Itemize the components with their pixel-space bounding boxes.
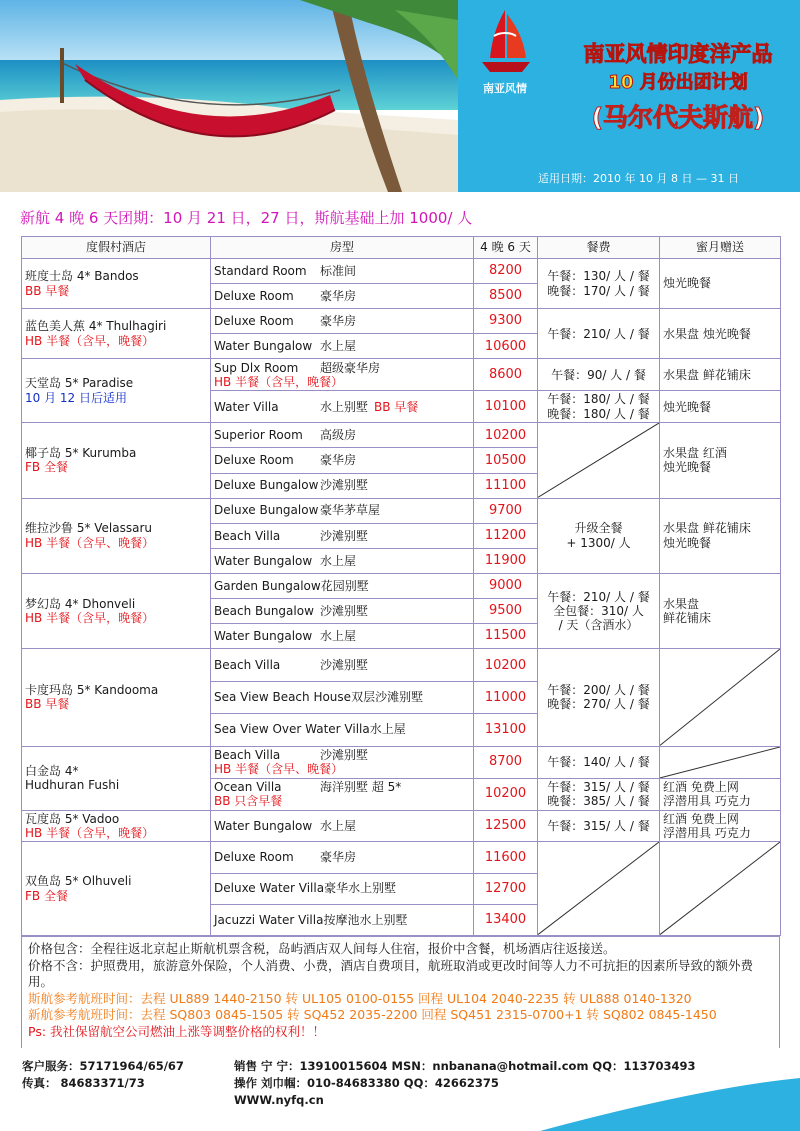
- room-type-cell: [211, 573, 474, 598]
- gift-cell-line: 烛光晚餐: [663, 276, 712, 291]
- singapore-flights: 新航参考航班时间：去程 SQ803 0845-1505 转 SQ452 2035-2200 回程 SQ451 2315-0700+1 转 SQ802 0845-1450: [28, 1007, 717, 1022]
- room-type-cell: [211, 649, 474, 682]
- room-type-cell: [211, 391, 474, 423]
- room-type-en: Water Bungalow: [214, 553, 313, 568]
- gift-cell-line: 浮潜用具 巧克力: [663, 794, 751, 809]
- meal-plan: FB 全餐: [25, 460, 68, 475]
- gift-cell: [660, 423, 781, 498]
- room-type-cn: 豪华房: [320, 850, 357, 865]
- price-cell: 10500: [474, 448, 538, 473]
- resort-cell: [22, 423, 211, 498]
- destination-title: (马尔代夫斯航): [591, 103, 765, 132]
- customer-service: 客户服务：57171964/65/67: [22, 1059, 184, 1073]
- meal-cell: [538, 842, 660, 936]
- gift-cell-line: 水果盘 红酒: [663, 446, 727, 461]
- room-type-en: Beach Villa: [214, 528, 281, 543]
- room-type-cn: 豪华水上别墅: [324, 881, 397, 896]
- price-cell: 8600: [474, 359, 538, 391]
- room-type-cell: [211, 746, 474, 778]
- resort-cell: [22, 259, 211, 309]
- room-type-en: Deluxe Room: [214, 850, 294, 865]
- meal-cell-line: 升级全餐: [574, 521, 623, 536]
- meal-plan: HB 半餐（含早，晚餐）: [25, 611, 155, 626]
- room-type-cn: 沙滩别墅: [320, 528, 369, 543]
- beach-hammock-photo: [0, 0, 458, 192]
- price-cell: 12500: [474, 810, 538, 842]
- meal-plan: BB 早餐: [25, 697, 70, 712]
- resort-name: 维拉沙鲁 5* Velassaru: [25, 521, 153, 536]
- room-type-en: Water Bungalow: [214, 339, 313, 354]
- meal-cell-line: 午餐：180/ 人 / 餐: [547, 392, 650, 407]
- gift-cell-line: 水果盘 鲜花铺床: [663, 521, 751, 536]
- sales-contact: 销售 宁 宁：13910015604 MSN：nnbanana@hotmail.com QQ：113703493: [234, 1059, 696, 1073]
- room-type-cell: [211, 873, 474, 904]
- contact-info: [22, 1058, 782, 1109]
- gift-cell-line: 红酒 免费上网: [663, 779, 739, 794]
- notes-section: [21, 936, 780, 1052]
- header-meal: 餐费: [538, 237, 660, 259]
- price-cell: 9300: [474, 309, 538, 334]
- room-type-cell: [211, 904, 474, 935]
- resort-cell: [22, 359, 211, 423]
- resort-name: 班度士岛 4* Bandos: [25, 269, 139, 284]
- fax: 传真： 84683371/73: [22, 1076, 145, 1090]
- room-type-en: Deluxe Bungalow: [214, 478, 319, 493]
- room-type-cell: [211, 523, 474, 548]
- meal-cell-line: 全包餐：310/ 人: [553, 603, 644, 618]
- room-type-cell: [211, 682, 474, 713]
- price-cell: 8700: [474, 746, 538, 778]
- room-type-cn: 高级房: [320, 428, 357, 443]
- table-header-row: [22, 237, 781, 259]
- sailboat-logo-icon: [474, 6, 536, 82]
- resort-name: 梦幻岛 4* Dhonveli: [25, 596, 136, 611]
- price-excluded: 价格不含：护照费用，旅游意外保险，个人消费、小费，酒店自费项目，航班取消或更改时间等人力不可抗拒的因素所导致的额外费用。: [28, 957, 754, 989]
- price-included: 价格包含：全程往返北京起止斯航机票含税，岛屿酒店双人间每人住宿，报价中含餐，机场酒店往返接送。: [28, 941, 616, 956]
- resort-cell: [22, 810, 211, 842]
- resort-cell: [22, 309, 211, 359]
- gift-cell: [660, 498, 781, 573]
- room-type-cell: [211, 423, 474, 448]
- room-type-cell: [211, 473, 474, 498]
- price-cell: 10200: [474, 423, 538, 448]
- gift-cell-line: 鲜花铺床: [663, 611, 712, 626]
- room-type-cn: 豪华房: [320, 453, 357, 468]
- room-type-en: Sea View Over Water Villa: [214, 722, 370, 737]
- resort-cell: [22, 498, 211, 573]
- price-cell: 11500: [474, 624, 538, 649]
- meal-cell-line: 晚餐：170/ 人 / 餐: [547, 283, 650, 298]
- resort-name: 天堂岛 5* Paradise: [25, 376, 134, 391]
- price-cell: 9700: [474, 498, 538, 523]
- room-type-cell: [211, 359, 474, 391]
- diagonal-slash: [660, 747, 780, 778]
- meal-cell-line: 午餐：140/ 人 / 餐: [547, 754, 650, 769]
- meal-cell: [538, 391, 660, 423]
- room-type-en: Beach Villa: [214, 658, 281, 673]
- room-type-cell: [211, 624, 474, 649]
- resort-cell: [22, 649, 211, 746]
- room-type-cell: [211, 842, 474, 873]
- gift-cell: [660, 359, 781, 391]
- room-type-cell: [211, 284, 474, 309]
- diagonal-slash: [660, 649, 780, 745]
- beach-hammock-image: [0, 0, 458, 192]
- ps-note: Ps: 我社保留航空公司燃油上涨等调整价格的权利！！: [28, 1023, 326, 1039]
- gift-cell: [660, 259, 781, 309]
- gift-cell-line: 水果盘 鲜花铺床: [663, 367, 751, 382]
- gift-cell-line: 水果盘: [663, 596, 700, 611]
- room-meal-plan: BB 只含早餐: [214, 794, 283, 809]
- room-type-en: Sea View Beach House: [214, 690, 352, 705]
- promo-line: 新航 4 晚 6 天团期：10 月 21 日，27 日，斯航基础上加 1000/ 人: [20, 209, 473, 227]
- room-type-cell: [211, 259, 474, 284]
- gift-cell-line: 烛光晚餐: [663, 460, 712, 475]
- resort-name: 卡度玛岛 5* Kandooma: [25, 683, 159, 698]
- price-cell: 11600: [474, 842, 538, 873]
- room-type-cn: 标准间: [320, 263, 357, 278]
- diagonal-slash: [538, 842, 659, 935]
- room-type-cell: [211, 599, 474, 624]
- room-type-cn: 双层沙滩别墅: [351, 690, 424, 705]
- table-row: [22, 810, 781, 842]
- gift-cell-line: 烛光晚餐: [663, 399, 712, 414]
- gift-cell-line: 浮潜用具 巧克力: [663, 825, 751, 840]
- meal-cell-line: 晚餐：270/ 人 / 餐: [547, 697, 650, 712]
- room-type-en: Beach Villa: [214, 747, 281, 762]
- price-cell: 8500: [474, 284, 538, 309]
- resort-note: 10 月 12 日后适用: [25, 390, 127, 405]
- room-type-cn: 海洋别墅 超 5*: [320, 779, 402, 794]
- room-type-en: Garden Bungalow: [214, 578, 321, 593]
- table-row: [22, 423, 781, 448]
- room-type-en: Sup Dlx Room: [214, 360, 299, 375]
- room-type-en: Deluxe Water Villa: [214, 881, 325, 896]
- room-type-en: Jacuzzi Water Villa: [214, 912, 324, 927]
- meal-plan: HB 半餐（含早，晚餐）: [25, 333, 155, 348]
- meal-cell: [538, 423, 660, 498]
- resort-cell: [22, 746, 211, 810]
- room-type-en: Beach Bungalow: [214, 603, 314, 618]
- room-type-en: Ocean Villa: [214, 779, 282, 794]
- gift-cell: [660, 309, 781, 359]
- table-row: [22, 649, 781, 682]
- meal-cell-line: 午餐：130/ 人 / 餐: [547, 269, 650, 284]
- price-cell: 13100: [474, 713, 538, 746]
- room-type-en: Water Villa: [214, 399, 279, 414]
- table-row: [22, 573, 781, 598]
- price-cell: 11000: [474, 682, 538, 713]
- meal-plan: FB 全餐: [25, 888, 68, 903]
- gift-cell: [660, 810, 781, 842]
- room-type-cell: [211, 309, 474, 334]
- room-type-cell: [211, 810, 474, 842]
- gift-cell: [660, 649, 781, 746]
- logo-text: 南亚风情: [483, 82, 527, 95]
- price-cell: 10100: [474, 391, 538, 423]
- room-type-en: Superior Room: [214, 428, 303, 443]
- room-type-cell: [211, 548, 474, 573]
- table-row: [22, 309, 781, 334]
- resort-name: 椰子岛 5* Kurumba: [25, 446, 137, 461]
- header-room-type: 房型: [211, 237, 474, 259]
- room-type-en: Deluxe Room: [214, 453, 294, 468]
- price-cell: 9000: [474, 573, 538, 598]
- resort-name-line2: Hudhuran Fushi: [25, 778, 120, 793]
- room-type-en: Deluxe Room: [214, 288, 294, 303]
- brand-panel: [458, 0, 800, 192]
- meal-cell: [538, 746, 660, 778]
- product-subtitle: 10 月份出团计划: [608, 72, 748, 93]
- meal-cell-line: 午餐：315/ 人 / 餐: [547, 818, 650, 833]
- room-type-cell: [211, 448, 474, 473]
- room-type-cell: [211, 498, 474, 523]
- room-type-cell: [211, 778, 474, 810]
- table-row: [22, 842, 781, 873]
- price-cell: 12700: [474, 873, 538, 904]
- meal-cell: [538, 810, 660, 842]
- room-type-cell: [211, 334, 474, 359]
- gift-cell: [660, 778, 781, 810]
- meal-cell: [538, 359, 660, 391]
- room-type-en: Standard Room: [214, 263, 307, 278]
- resort-name: 瓦度岛 5* Vadoo: [25, 811, 120, 826]
- validity-dates: 适用日期：2010 年 10 月 8 日 — 31 日: [538, 172, 739, 185]
- price-cell: 13400: [474, 904, 538, 935]
- room-type-en: Water Bungalow: [214, 818, 313, 833]
- room-type-en: Deluxe Bungalow: [214, 503, 319, 518]
- room-type-cn: 水上屋: [320, 339, 357, 354]
- resort-cell: [22, 573, 211, 648]
- company-logo: [474, 6, 536, 95]
- room-type-cn: 沙滩别墅: [320, 603, 369, 618]
- room-type-cn: 豪华茅草屋: [320, 503, 381, 518]
- header-price: 4 晚 6 天: [474, 237, 538, 259]
- meal-cell: [538, 498, 660, 573]
- room-type-cn: 豪华房: [320, 288, 357, 303]
- header-resort: 度假村酒店: [22, 237, 211, 259]
- meal-cell: [538, 259, 660, 309]
- price-cell: 10200: [474, 649, 538, 682]
- resort-name: 白金岛 4*: [25, 763, 79, 778]
- price-table: [21, 236, 781, 936]
- room-meal-plan: BB 早餐: [374, 399, 419, 414]
- room-type-en: Deluxe Room: [214, 314, 294, 329]
- srilankan-flights: 斯航参考航班时间：去程 UL889 1440-2150 转 UL105 0100-0155 回程 UL104 2040-2235 转 UL888 0140-1320: [28, 990, 692, 1006]
- table-row: [22, 359, 781, 391]
- gift-cell: [660, 842, 781, 936]
- meal-cell-line: 午餐：200/ 人 / 餐: [547, 683, 650, 698]
- gift-cell-line: 水果盘 烛光晚餐: [663, 326, 751, 341]
- room-meal-plan: HB 半餐（含早、晚餐）: [214, 762, 344, 777]
- room-type-cn: 水上屋: [320, 818, 357, 833]
- price-cell: 11100: [474, 473, 538, 498]
- room-type-cn: 豪华房: [320, 314, 357, 329]
- meal-cell-line: 午餐：315/ 人 / 餐: [547, 779, 650, 794]
- room-type-cn: 沙滩别墅: [320, 478, 369, 493]
- room-meal-plan: HB 半餐（含早，晚餐）: [214, 374, 344, 389]
- meal-cell-line: 晚餐：180/ 人 / 餐: [547, 406, 650, 421]
- operations-contact: 操作 刘巾帼：010-84683380 QQ：42662375: [234, 1076, 499, 1090]
- room-type-cn: 水上屋: [369, 722, 406, 737]
- room-type-cn: 按摩池水上别墅: [323, 912, 408, 927]
- header-gift: 蜜月赠送: [660, 237, 781, 259]
- resort-name: 双鱼岛 5* Olhuveli: [25, 874, 132, 889]
- price-cell: 11900: [474, 548, 538, 573]
- header-banner: [0, 0, 800, 192]
- gift-cell: [660, 573, 781, 648]
- price-cell: 10200: [474, 778, 538, 810]
- meal-cell-line: 午餐：210/ 人 / 餐: [547, 589, 650, 604]
- resort-name: 蓝色美人蕉 4* Thulhagiri: [25, 319, 167, 334]
- meal-cell: [538, 649, 660, 746]
- room-type-cn: 水上屋: [320, 629, 357, 644]
- room-type-cn: 超级豪华房: [320, 360, 381, 375]
- meal-cell: [538, 309, 660, 359]
- gift-cell-line: 红酒 免费上网: [663, 811, 739, 826]
- room-type-en: Water Bungalow: [214, 629, 313, 644]
- room-type-cn: 水上屋: [320, 553, 357, 568]
- room-type-cn: 沙滩别墅: [320, 747, 369, 762]
- price-cell: 8200: [474, 259, 538, 284]
- meal-cell-line: 午餐：90/ 人 / 餐: [551, 367, 646, 382]
- gift-cell-line: 烛光晚餐: [663, 535, 712, 550]
- room-type-cn: 水上别墅: [320, 399, 369, 414]
- gift-cell: [660, 391, 781, 423]
- diagonal-slash: [660, 842, 780, 935]
- table-row: [22, 259, 781, 284]
- price-cell: 11200: [474, 523, 538, 548]
- meal-plan: BB 早餐: [25, 283, 70, 298]
- price-cell: 10600: [474, 334, 538, 359]
- price-cell: 9500: [474, 599, 538, 624]
- meal-cell-line: 晚餐：385/ 人 / 餐: [547, 794, 650, 809]
- table-row: [22, 746, 781, 778]
- diagonal-slash: [538, 423, 659, 497]
- room-type-cell: [211, 713, 474, 746]
- meal-cell-line: / 天（含酒水）: [558, 618, 639, 633]
- meal-cell-line: 午餐：210/ 人 / 餐: [547, 326, 650, 341]
- table-row: [22, 498, 781, 523]
- meal-cell: [538, 573, 660, 648]
- room-type-cn: 花园别墅: [320, 578, 369, 593]
- meal-plan: HB 半餐（含早、晚餐）: [25, 535, 155, 550]
- resort-cell: [22, 842, 211, 936]
- meal-cell-line: + 1300/ 人: [566, 535, 631, 550]
- meal-plan: HB 半餐（含早，晚餐）: [25, 825, 155, 840]
- product-title: 南亚风情印度洋产品: [583, 42, 773, 66]
- gift-cell: [660, 746, 781, 778]
- meal-cell: [538, 778, 660, 810]
- room-type-cn: 沙滩别墅: [320, 658, 369, 673]
- website-link[interactable]: WWW.nyfq.cn: [234, 1093, 324, 1107]
